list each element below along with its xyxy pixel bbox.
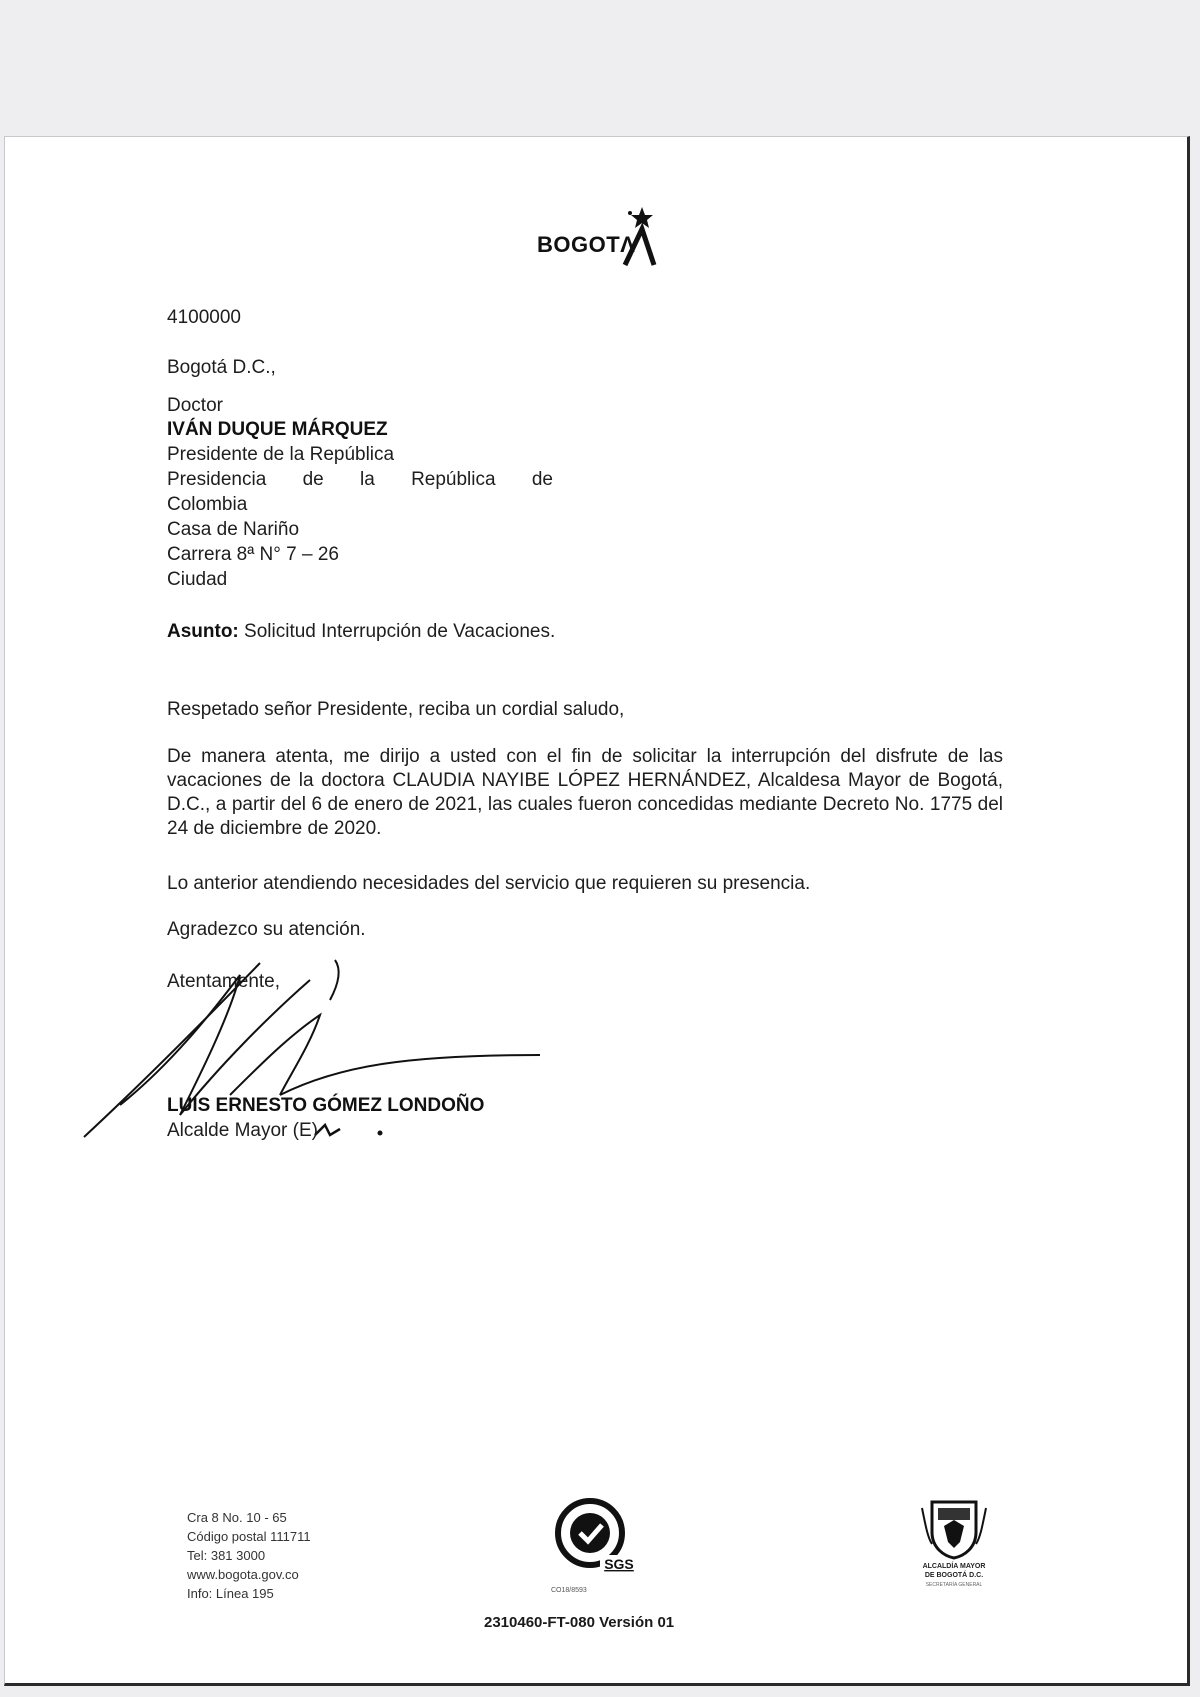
crest-subtitle: SECRETARÍA GENERAL	[925, 1582, 983, 1588]
institution-word: de	[302, 469, 324, 490]
crest-caption	[900, 1562, 1008, 1580]
footer-website-link[interactable]: www.bogota.gov.co	[187, 1567, 299, 1582]
body-paragraph-2: Lo anterior atendiendo necesidades del servicio que requieren su presencia.	[167, 873, 811, 894]
institution-word: Presidencia	[167, 469, 267, 490]
crest-caption-line: ALCALDÍA MAYOR	[922, 1563, 986, 1570]
certification-code: CO18/8593	[551, 1587, 587, 1594]
footer-address-line: Tel: 381 3000	[187, 1548, 266, 1563]
document-code: 2310460-FT-080 Versión 01	[484, 1614, 675, 1631]
recipient-city: Ciudad	[167, 569, 228, 590]
institution-word: República	[411, 469, 496, 490]
coat-of-arms-icon	[918, 1498, 990, 1560]
institution-word: la	[359, 469, 375, 490]
iso-certification-icon	[552, 1493, 642, 1585]
signer-title: Alcalde Mayor (E)	[167, 1120, 318, 1141]
institution-word: de	[531, 469, 553, 490]
footer-address	[187, 1508, 311, 1603]
recipient-name: IVÁN DUQUE MÁRQUEZ	[167, 419, 388, 440]
recipient-building: Casa de Nariño	[167, 519, 300, 540]
recipient-title: Doctor	[167, 395, 223, 416]
closing: Atentamente,	[167, 971, 281, 992]
body-paragraph-1: De manera atenta, me dirijo a usted con el fin de solicitar la interrupción del disfrute de las vacaciones de la doctora CLAUDIA NAYIBE LÓPEZ HERNÁNDEZ, Alcaldesa Mayor de Bogotá, D.C., a partir del 6 de enero de 2021, las cuales fueron concedidas mediante Decreto No. 1775 del 24 de diciembre de 2020.	[167, 746, 1003, 839]
footer-address-line: Info: Línea 195	[187, 1586, 274, 1601]
bogota-logo: BOGOTΛ	[537, 232, 636, 257]
signer-name: LUIS ERNESTO GÓMEZ LONDOÑO	[167, 1095, 485, 1116]
city-line: Bogotá D.C.,	[167, 357, 276, 378]
thanks-line: Agradezco su atención.	[167, 919, 366, 940]
recipient-position: Presidente de la República	[167, 444, 395, 465]
greeting: Respetado señor Presidente, reciba un cordial saludo,	[167, 699, 625, 720]
footer-address-line: Código postal 111711	[187, 1529, 311, 1544]
crest-caption-line: DE BOGOTÁ D.C.	[924, 1572, 984, 1579]
subject-label: Asunto:	[167, 621, 239, 642]
recipient-institution-line2: Colombia	[167, 494, 248, 515]
subject-text: Solicitud Interrupción de Vacaciones.	[244, 621, 556, 642]
footer-address-line: Cra 8 No. 10 - 65	[187, 1510, 287, 1525]
recipient-address: Carrera 8ª N° 7 – 26	[167, 544, 339, 565]
recipient-institution	[167, 468, 553, 492]
reference-number: 4100000	[167, 307, 241, 328]
subject-line	[167, 620, 555, 644]
sgs-label: SGS	[604, 1556, 634, 1572]
